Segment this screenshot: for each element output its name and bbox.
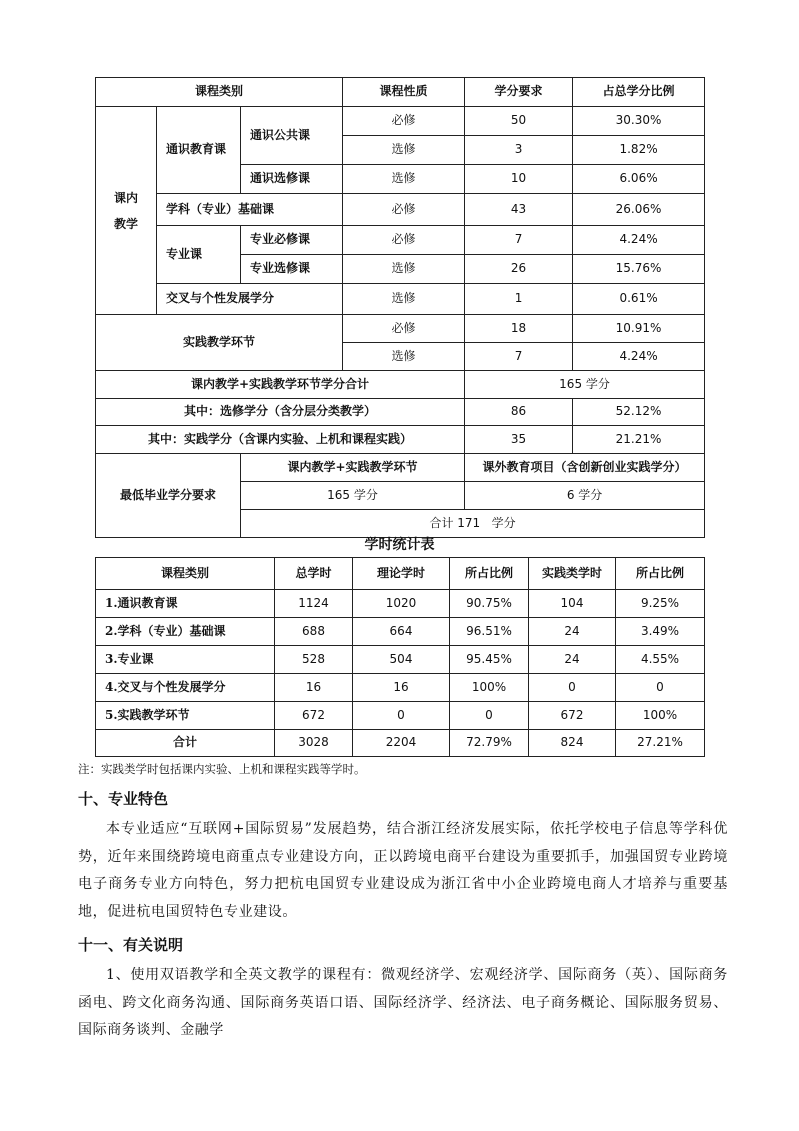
table-row — [96, 618, 705, 646]
hours-theory-ratio: 100% — [450, 674, 529, 702]
major-course-label: 专业课 — [157, 226, 241, 284]
row-credits: 50 — [465, 107, 573, 136]
hours-theory: 16 — [353, 674, 450, 702]
hours-header-theory-ratio: 所占比例 — [450, 558, 529, 590]
hours-total: 672 — [275, 702, 353, 730]
row-ratio: 10.91% — [573, 315, 705, 343]
in-class-teaching-label: 课内 教学 — [96, 107, 157, 315]
row-nature: 必修 — [343, 194, 465, 226]
row-nature: 选修 — [343, 343, 465, 371]
hours-header-category: 课程类别 — [96, 558, 275, 590]
practice-credits-value: 35 — [465, 426, 573, 454]
hours-theory: 1020 — [353, 590, 450, 618]
major-required-label: 专业必修课 — [241, 226, 343, 255]
hours-theory: 664 — [353, 618, 450, 646]
table-row — [96, 674, 705, 702]
table-row — [96, 590, 705, 618]
hours-practice: 672 — [529, 702, 616, 730]
total-credits-value: 165 学分 — [465, 371, 705, 399]
hours-practice-ratio: 3.49% — [616, 618, 705, 646]
hours-practice: 24 — [529, 646, 616, 674]
hours-category: 3.专业课 — [96, 646, 275, 674]
hours-practice-ratio: 0 — [616, 674, 705, 702]
min-sub-inclass: 课内教学+实践教学环节 — [241, 454, 465, 482]
hours-header-practice-ratio: 所占比例 — [616, 558, 705, 590]
hours-practice: 824 — [529, 730, 616, 757]
hours-theory-ratio: 72.79% — [450, 730, 529, 757]
hours-theory-ratio: 95.45% — [450, 646, 529, 674]
row-nature: 选修 — [343, 136, 465, 165]
min-total-value: 合计 171 学分 — [241, 510, 705, 538]
row-ratio: 0.61% — [573, 284, 705, 315]
hours-theory: 504 — [353, 646, 450, 674]
row-credits: 18 — [465, 315, 573, 343]
row-credits: 7 — [465, 343, 573, 371]
hours-practice-ratio: 100% — [616, 702, 705, 730]
practice-teaching-label: 实践教学环节 — [96, 315, 343, 371]
discipline-foundation-label: 学科（专业）基础课 — [157, 194, 343, 226]
row-ratio: 4.24% — [573, 343, 705, 371]
credit-table — [95, 77, 705, 538]
practice-credits-ratio: 21.21% — [573, 426, 705, 454]
general-public-label: 通识公共课 — [241, 107, 343, 165]
table-row — [96, 730, 705, 757]
row-credits: 3 — [465, 136, 573, 165]
hours-header-practice: 实践类学时 — [529, 558, 616, 590]
row-ratio: 26.06% — [573, 194, 705, 226]
general-education-label: 通识教育课 — [157, 107, 241, 194]
row-nature: 选修 — [343, 165, 465, 194]
major-elective-label: 专业选修课 — [241, 255, 343, 284]
elective-credits-label: 其中：选修学分（含分层分类教学） — [96, 399, 465, 426]
row-ratio: 6.06% — [573, 165, 705, 194]
hours-theory: 0 — [353, 702, 450, 730]
row-nature: 必修 — [343, 107, 465, 136]
header-credit-ratio: 占总学分比例 — [573, 78, 705, 107]
row-nature: 必修 — [343, 226, 465, 255]
hours-category: 合计 — [96, 730, 275, 757]
general-elective-label: 通识选修课 — [241, 165, 343, 194]
min-sub-extracurricular: 课外教育项目（含创新创业实践学分） — [465, 454, 705, 482]
row-nature: 必修 — [343, 315, 465, 343]
header-course-nature: 课程性质 — [343, 78, 465, 107]
hours-category: 4.交叉与个性发展学分 — [96, 674, 275, 702]
hours-header-total: 总学时 — [275, 558, 353, 590]
table-row — [96, 702, 705, 730]
row-ratio: 15.76% — [573, 255, 705, 284]
row-credits: 10 — [465, 165, 573, 194]
hours-header-theory: 理论学时 — [353, 558, 450, 590]
header-course-category: 课程类别 — [96, 78, 343, 107]
hours-category: 1.通识教育课 — [96, 590, 275, 618]
row-ratio: 1.82% — [573, 136, 705, 165]
hours-note: 注：实践类学时包括课内实验、上机和课程实践等学时。 — [78, 762, 366, 776]
practice-credits-label: 其中：实践学分（含课内实验、上机和课程实践） — [96, 426, 465, 454]
row-nature: 选修 — [343, 255, 465, 284]
row-ratio: 30.30% — [573, 107, 705, 136]
hours-theory-ratio: 90.75% — [450, 590, 529, 618]
hours-category: 5.实践教学环节 — [96, 702, 275, 730]
hours-practice-ratio: 4.55% — [616, 646, 705, 674]
row-credits: 7 — [465, 226, 573, 255]
header-credit-requirement: 学分要求 — [465, 78, 573, 107]
section-text-features: 本专业适应“互联网+国际贸易”发展趋势，结合浙江经济发展实际，依托学校电子信息等学科优势，近年来围绕跨境电商重点专业建设方向，正以跨境电商平台建设为重要抓手，加强国贸专业跨境电子商务专业方向特色，努力把杭电国贸专业建设成为浙江省中小企业跨境电商人才培养与重要基地，促进杭电国贸特色专业建设。 — [78, 821, 728, 920]
hours-total: 16 — [275, 674, 353, 702]
min-graduation-label: 最低毕业学分要求 — [96, 454, 241, 538]
hours-practice-ratio: 27.21% — [616, 730, 705, 757]
row-credits: 26 — [465, 255, 573, 284]
hours-table-title: 学时统计表 — [364, 537, 435, 553]
hours-total: 1124 — [275, 590, 353, 618]
hours-table — [95, 557, 705, 757]
min-inclass-value: 165 学分 — [241, 482, 465, 510]
cross-development-label: 交叉与个性发展学分 — [157, 284, 343, 315]
hours-practice: 104 — [529, 590, 616, 618]
hours-practice-ratio: 9.25% — [616, 590, 705, 618]
total-credits-label: 课内教学+实践教学环节学分合计 — [96, 371, 465, 399]
min-extracurricular-value: 6 学分 — [465, 482, 705, 510]
hours-category: 2.学科（专业）基础课 — [96, 618, 275, 646]
hours-theory: 2204 — [353, 730, 450, 757]
elective-credits-ratio: 52.12% — [573, 399, 705, 426]
hours-practice: 0 — [529, 674, 616, 702]
row-credits: 43 — [465, 194, 573, 226]
elective-credits-value: 86 — [465, 399, 573, 426]
section-text-notes: 1、使用双语教学和全英文教学的课程有：微观经济学、宏观经济学、国际商务（英）、国际商务函电、跨文化商务沟通、国际商务英语口语、国际经济学、经济法、电子商务概论、国际服务贸易、国际商务谈判、金融学 — [78, 967, 728, 1038]
row-ratio: 4.24% — [573, 226, 705, 255]
hours-theory-ratio: 96.51% — [450, 618, 529, 646]
row-credits: 1 — [465, 284, 573, 315]
hours-practice: 24 — [529, 618, 616, 646]
row-nature: 选修 — [343, 284, 465, 315]
hours-total: 688 — [275, 618, 353, 646]
section-heading-features: 十、专业特色 — [78, 790, 169, 808]
hours-theory-ratio: 0 — [450, 702, 529, 730]
section-heading-notes: 十一、有关说明 — [78, 936, 184, 954]
hours-total: 3028 — [275, 730, 353, 757]
table-row — [96, 646, 705, 674]
hours-total: 528 — [275, 646, 353, 674]
